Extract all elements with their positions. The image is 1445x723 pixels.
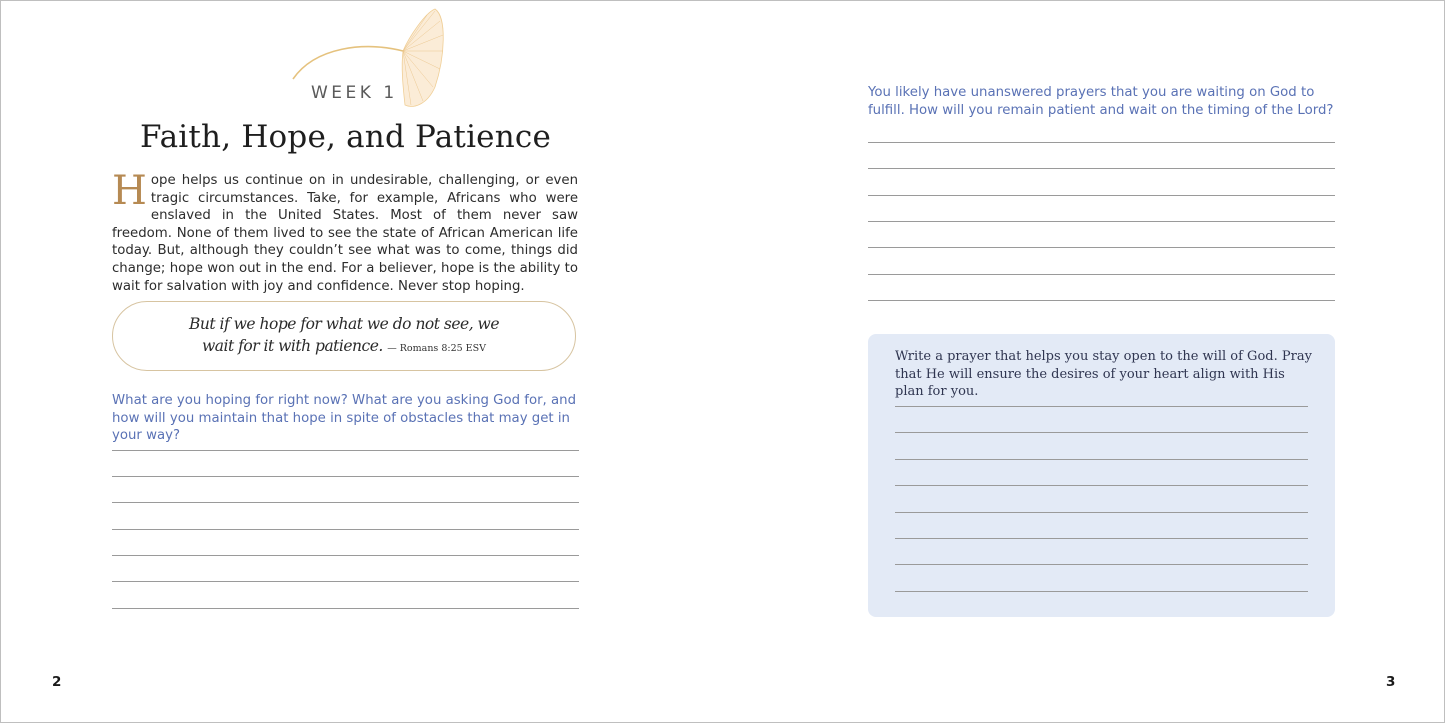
scripture-quote-box: [112, 301, 576, 371]
writing-line[interactable]: [895, 512, 1308, 513]
scripture-quote: [189, 313, 499, 360]
intro-paragraph: [112, 168, 578, 295]
writing-line[interactable]: [895, 485, 1308, 486]
page-number-right: 3: [1386, 674, 1396, 690]
writing-line[interactable]: [895, 538, 1308, 539]
prayer-prompt: Write a prayer that helps you stay open to the will of God. Pray that He will ensure the desires of your heart align with His plan for you.: [895, 349, 1312, 400]
prayer-box: [868, 334, 1335, 617]
writing-line[interactable]: [112, 555, 579, 556]
drop-cap: H: [112, 168, 147, 214]
writing-line[interactable]: [868, 142, 1335, 143]
page-number-left: 2: [52, 674, 62, 690]
writing-line[interactable]: [895, 432, 1308, 433]
journal-prompt-left: What are you hoping for right now? What are you asking God for, and how will you maintain that hope in spite of obstacles that may get in your way?: [112, 393, 577, 444]
writing-line[interactable]: [112, 608, 579, 609]
writing-line[interactable]: [895, 564, 1308, 565]
writing-line[interactable]: [112, 581, 579, 582]
writing-line[interactable]: [868, 247, 1335, 248]
journal-prompt-right: You likely have unanswered prayers that you are waiting on God to fulfill. How will you remain patient and wait on the timing of the Lord?: [868, 85, 1334, 118]
writing-line[interactable]: [895, 459, 1308, 460]
writing-line[interactable]: [112, 529, 579, 530]
writing-line[interactable]: [868, 274, 1335, 275]
writing-line[interactable]: [868, 168, 1335, 169]
writing-line[interactable]: [868, 221, 1335, 222]
quote-line-2: wait for it with patience.: [202, 336, 383, 355]
writing-line[interactable]: [895, 591, 1308, 592]
writing-line[interactable]: [868, 300, 1335, 301]
page-title: Faith, Hope, and Patience: [139, 119, 551, 155]
quote-line-1: But if we hope for what we do not see, we: [188, 314, 500, 333]
writing-line[interactable]: [895, 406, 1308, 407]
intro-text: ope helps us continue on in undesirable, challenging, or even tragic circumstances. Take, for example, Africans who were enslaved in the United States. Most of them never saw freedom. None of them lived to see the state of African American life today. But, although they couldn’t see what was to come, things did change; hope won out in the end. For a believer, hope is the ability to wait for salvation with joy and confidence. Never stop hoping.: [112, 173, 578, 294]
week-label: WEEK 1: [311, 83, 398, 103]
writing-line[interactable]: [112, 450, 579, 451]
writing-line[interactable]: [112, 476, 579, 477]
writing-line[interactable]: [868, 195, 1335, 196]
quote-citation: — Romans 8:25 ESV: [387, 342, 486, 354]
writing-line[interactable]: [112, 502, 579, 503]
